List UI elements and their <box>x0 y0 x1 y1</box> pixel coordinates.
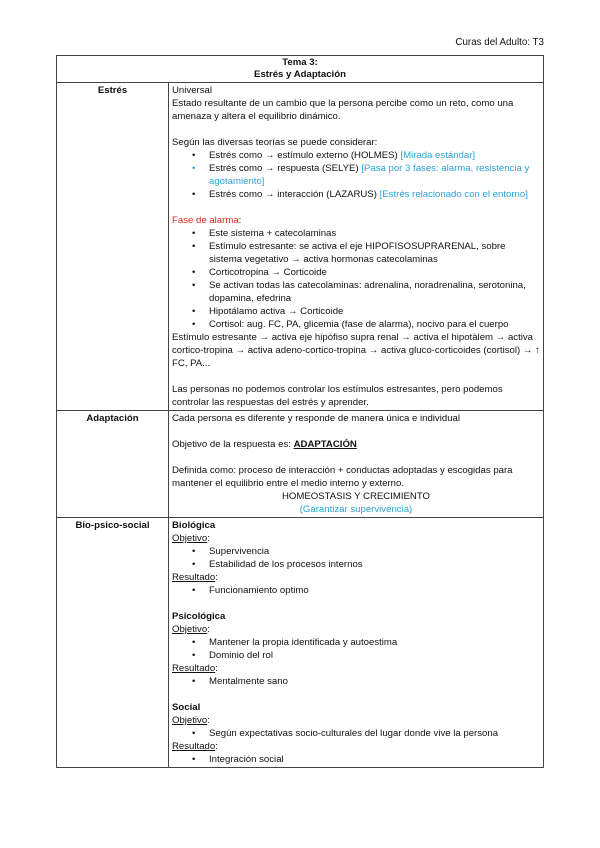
objective-value: ADAPTACIÓN <box>293 439 357 450</box>
adaptacion-objective: Objetivo de la respuesta es: ADAPTACIÓN <box>172 439 357 450</box>
page-header: Curas del Adulto: T3 <box>455 37 544 48</box>
resultado-label: Resultado: <box>172 572 218 583</box>
theories-list <box>172 149 540 201</box>
homeostasis-note: (Garantizar supervivencia) <box>299 504 413 515</box>
objetivo-label: Objetivo: <box>172 624 210 635</box>
estres-closing: Las personas no podemos controlar los estímulos estresantes, pero podemos controlar las respuestas del estrés y aprender. <box>172 384 503 408</box>
list-item: • Estabilidad de los procesos internos <box>172 558 540 571</box>
universal-text: Universal <box>172 85 212 96</box>
list-item: • Según expectativas socio-culturales del lugar donde vive la persona <box>172 727 540 740</box>
notes-table <box>56 55 544 768</box>
biologica-resultados <box>172 584 540 597</box>
list-item: • Estrés como → respuesta (SELYE) [Pasa por 3 fases: alarma, resistencia y agotamiento] <box>172 162 540 188</box>
bio-content <box>169 518 544 768</box>
estres-row <box>57 83 544 411</box>
resultado-label: Resultado: <box>172 741 218 752</box>
estres-label: Estrés <box>57 83 169 411</box>
title-line-1: Tema 3: <box>282 57 318 68</box>
title-line-2: Estrés y Adaptación <box>254 69 346 80</box>
table-title <box>57 56 544 83</box>
objetivo-label: Objetivo: <box>172 533 210 544</box>
social-title: Social <box>172 702 201 713</box>
social-objetivos <box>172 727 540 740</box>
adaptacion-row <box>57 411 544 518</box>
stress-chain: Estímulo estresante → activa eje hipòfiso supra renal → activa el hipotàlem → activa cortico-tropina → activa adeno-cortico-tropina → activa gluco-corticoides (cortisol) → ↑ FC, PA... <box>172 332 540 369</box>
adaptacion-definition: Definida como: proceso de interacción + conductas adoptadas y escogidas para mantener el equilibrio entre el medio interno y externo. <box>172 465 513 489</box>
list-item: • Estímulo estresante: se activa el eje HIPOFISOSUPRARENAL, sobre sistema vegetativo → activa hormonas catecolaminas <box>172 240 540 266</box>
resultado-label: Resultado: <box>172 663 218 674</box>
bio-label: Bio-psico-social <box>57 518 169 768</box>
list-item: • Cortisol: aug. FC, PA, glicemia (fase de alarma), nocivo para el cuerpo <box>172 318 540 331</box>
list-item: • Se activan todas las catecolaminas: adrenalina, noradrenalina, serotonina, dopamina, efedrina <box>172 279 540 305</box>
theories-intro: Según las diversas teorías se puede considerar: <box>172 137 378 148</box>
list-item: • Mantener la propia identificada y autoestima <box>172 636 540 649</box>
estres-definition: Estado resultante de un cambio que la persona percibe como un reto, como una amenaza y altera el equilibrio dinámico. <box>172 98 514 122</box>
alarm-list <box>172 227 540 331</box>
psicologica-title: Psicológica <box>172 611 226 622</box>
list-item: • Corticotropina → Corticoide <box>172 266 540 279</box>
psicologica-objetivos <box>172 636 540 662</box>
list-item: • Integración social <box>172 753 540 766</box>
bio-row <box>57 518 544 768</box>
list-item: • Este sistema + catecolaminas <box>172 227 540 240</box>
list-item: • Funcionamiento optimo <box>172 584 540 597</box>
alarm-heading: Fase de alarma: <box>172 215 242 226</box>
social-resultados <box>172 753 540 766</box>
list-item: • Hipotálamo activa → Corticoide <box>172 305 540 318</box>
objetivo-label: Objetivo: <box>172 715 210 726</box>
list-item: • Estrés como → interacción (LAZARUS) [Estrés relacionado con el entorno] <box>172 188 540 201</box>
list-item: • Supervivencia <box>172 545 540 558</box>
title-row <box>57 56 544 83</box>
list-item: • Mentalmente sano <box>172 675 540 688</box>
adaptacion-content <box>169 411 544 518</box>
biologica-objetivos <box>172 545 540 571</box>
list-item: • Dominio del rol <box>172 649 540 662</box>
biologica-title: Biológica <box>172 520 216 531</box>
estres-content <box>169 83 544 411</box>
psicologica-resultados <box>172 675 540 688</box>
adaptacion-label: Adaptación <box>57 411 169 518</box>
homeostasis-text: HOMEOSTASIS Y CRECIMIENTO <box>281 491 431 502</box>
list-item: • Estrés como → estímulo externo (HOLMES) [Mirada estándar] <box>172 149 540 162</box>
adaptacion-line1: Cada persona es diferente y responde de manera única e individual <box>172 413 460 424</box>
